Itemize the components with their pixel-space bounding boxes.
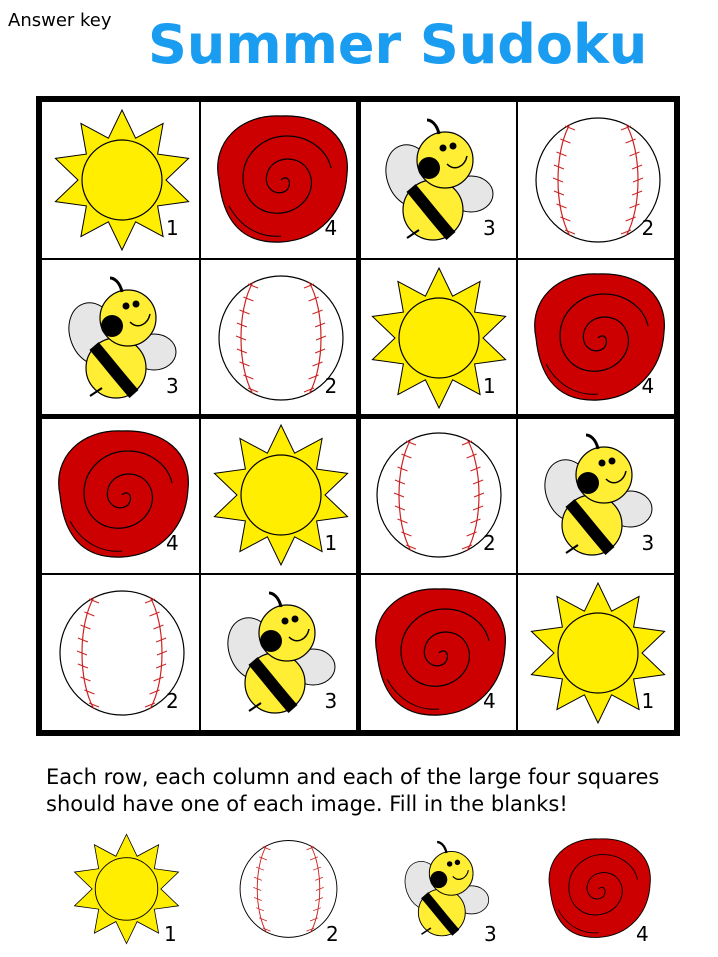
cell-number: 3 bbox=[166, 373, 179, 398]
grid-cell bbox=[358, 574, 517, 732]
legend-item bbox=[64, 828, 224, 953]
grid-cell bbox=[358, 416, 517, 574]
grid-cell bbox=[41, 416, 200, 574]
grid-cell bbox=[41, 101, 200, 259]
grid-cell bbox=[358, 259, 517, 417]
grid-cell bbox=[517, 101, 676, 259]
cell-number: 2 bbox=[166, 688, 179, 713]
cell-number: 2 bbox=[324, 373, 338, 398]
legend-number: 3 bbox=[484, 922, 497, 946]
cell-number: 3 bbox=[483, 216, 496, 240]
cell-number: 1 bbox=[641, 688, 655, 713]
grid-cell bbox=[200, 259, 359, 417]
legend-item bbox=[226, 828, 386, 953]
legend-number: 2 bbox=[326, 922, 339, 946]
grid-cell bbox=[517, 574, 676, 732]
page-title: Summer Sudoku bbox=[148, 13, 648, 76]
cell-number: 4 bbox=[641, 373, 655, 398]
grid-cell bbox=[200, 101, 359, 259]
cell-number: 4 bbox=[166, 531, 179, 555]
cell-number: 4 bbox=[483, 688, 496, 713]
cell-number: 4 bbox=[324, 216, 338, 240]
cell-number: 1 bbox=[166, 216, 179, 240]
grid-cell bbox=[200, 416, 359, 574]
cell-number: 3 bbox=[641, 531, 655, 555]
legend-number: 4 bbox=[636, 922, 649, 946]
legend-item bbox=[384, 828, 544, 953]
cell-number: 2 bbox=[641, 216, 655, 240]
grid-cell bbox=[41, 259, 200, 417]
instructions-text: Each row, each column and each of the large four squares should have one of each image. Fill in the blanks! bbox=[46, 765, 660, 816]
grid-cell bbox=[200, 574, 359, 732]
grid-cell bbox=[517, 259, 676, 417]
cell-number: 3 bbox=[324, 688, 338, 713]
legend-item bbox=[536, 828, 696, 953]
cell-number: 1 bbox=[483, 373, 496, 398]
box-divider-horizontal bbox=[41, 414, 675, 419]
grid-cell bbox=[517, 416, 676, 574]
grid-cell bbox=[358, 101, 517, 259]
sudoku-grid bbox=[36, 96, 680, 736]
cell-number: 1 bbox=[324, 531, 338, 555]
cell-number: 2 bbox=[483, 531, 496, 555]
grid-cell bbox=[41, 574, 200, 732]
legend-number: 1 bbox=[164, 922, 177, 946]
answer-key-label: Answer key bbox=[8, 10, 112, 31]
